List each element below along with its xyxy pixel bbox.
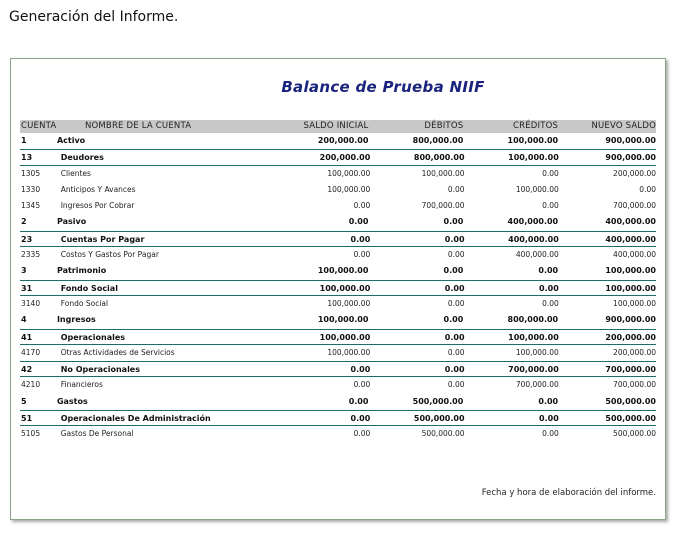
account-code: 2335 bbox=[21, 250, 41, 260]
column-header-cuenta: CUENTA bbox=[21, 121, 57, 131]
debitos-cell: 0.00 bbox=[443, 315, 464, 325]
account-code: 51 bbox=[21, 414, 33, 424]
saldo-inicial-cell: 200,000.00 bbox=[317, 136, 369, 145]
saldo-inicial-cell: 0.00 bbox=[350, 365, 371, 375]
creditos-cell: 0.00 bbox=[542, 298, 559, 308]
nuevo-saldo-cell: 0.00 bbox=[639, 184, 656, 194]
account-name: Financieros bbox=[60, 380, 103, 390]
debitos-cell: 0.00 bbox=[443, 266, 464, 276]
table-body bbox=[20, 133, 656, 443]
debitos-cell: 700,000.00 bbox=[421, 201, 465, 211]
account-name: Patrimonio bbox=[56, 266, 107, 276]
creditos-cell: 0.00 bbox=[538, 266, 559, 276]
account-code: 42 bbox=[21, 365, 33, 375]
table-row bbox=[20, 329, 656, 345]
nuevo-saldo-cell: 200,000.00 bbox=[613, 168, 656, 178]
saldo-inicial-cell: 0.00 bbox=[353, 250, 371, 260]
creditos-cell: 100,000.00 bbox=[508, 332, 559, 342]
column-header-debitos: DÉBITOS bbox=[424, 121, 464, 131]
nuevo-saldo-cell: 500,000.00 bbox=[613, 429, 656, 439]
nuevo-saldo-cell: 900,000.00 bbox=[605, 136, 656, 145]
saldo-inicial-cell: 0.00 bbox=[348, 217, 369, 227]
table-row bbox=[20, 394, 656, 410]
account-name: Clientes bbox=[60, 168, 91, 178]
account-code: 5 bbox=[21, 396, 27, 406]
creditos-cell: 400,000.00 bbox=[508, 234, 559, 244]
account-code: 1305 bbox=[21, 168, 41, 178]
creditos-cell: 100,000.00 bbox=[515, 184, 559, 194]
saldo-inicial-cell: 0.00 bbox=[353, 380, 371, 390]
nuevo-saldo-cell: 400,000.00 bbox=[613, 250, 656, 260]
account-code: 4170 bbox=[21, 347, 41, 357]
debitos-cell: 0.00 bbox=[447, 250, 465, 260]
table-row bbox=[20, 410, 656, 426]
debitos-cell: 0.00 bbox=[447, 298, 465, 308]
column-header-saldo-inicial: SALDO INICIAL bbox=[303, 121, 369, 131]
saldo-inicial-cell: 100,000.00 bbox=[327, 168, 371, 178]
creditos-cell: 0.00 bbox=[542, 201, 559, 211]
table-row bbox=[20, 345, 656, 361]
account-name: Anticipos Y Avances bbox=[60, 184, 136, 194]
debitos-cell: 500,000.00 bbox=[412, 396, 464, 406]
column-header-nuevo-saldo: NUEVO SALDO bbox=[591, 121, 656, 131]
page-heading: Generación del Informe. bbox=[9, 9, 179, 25]
account-code: 1330 bbox=[21, 184, 41, 194]
nuevo-saldo-cell: 200,000.00 bbox=[613, 347, 656, 357]
creditos-cell: 800,000.00 bbox=[507, 315, 559, 325]
table-row bbox=[20, 426, 656, 442]
table-row bbox=[20, 280, 656, 296]
nuevo-saldo-cell: 100,000.00 bbox=[605, 266, 656, 276]
saldo-inicial-cell: 100,000.00 bbox=[327, 298, 371, 308]
account-code: 13 bbox=[21, 153, 33, 163]
table-row bbox=[20, 214, 656, 230]
table-row bbox=[20, 312, 656, 328]
table-row bbox=[20, 182, 656, 198]
account-name: Costos Y Gastos Por Pagar bbox=[60, 250, 159, 260]
account-code: 4210 bbox=[21, 380, 41, 390]
account-code: 4 bbox=[21, 315, 27, 325]
account-code: 3140 bbox=[21, 298, 41, 308]
account-name: Activo bbox=[56, 136, 86, 145]
saldo-inicial-cell: 0.00 bbox=[353, 429, 371, 439]
nuevo-saldo-cell: 500,000.00 bbox=[605, 396, 656, 406]
table-row bbox=[20, 296, 656, 312]
account-code: 3 bbox=[21, 266, 27, 276]
saldo-inicial-cell: 0.00 bbox=[350, 234, 371, 244]
table-row bbox=[20, 377, 656, 393]
debitos-cell: 0.00 bbox=[443, 217, 464, 227]
creditos-cell: 100,000.00 bbox=[507, 136, 559, 145]
nuevo-saldo-cell: 400,000.00 bbox=[605, 217, 656, 227]
table-row bbox=[20, 247, 656, 263]
nuevo-saldo-cell: 400,000.00 bbox=[605, 234, 656, 244]
account-name: Deudores bbox=[60, 153, 104, 163]
creditos-cell: 0.00 bbox=[542, 168, 559, 178]
table-row bbox=[20, 231, 656, 247]
creditos-cell: 0.00 bbox=[539, 414, 559, 424]
nuevo-saldo-cell: 900,000.00 bbox=[605, 153, 656, 163]
creditos-cell: 700,000.00 bbox=[515, 380, 559, 390]
nuevo-saldo-cell: 700,000.00 bbox=[613, 380, 656, 390]
column-header-creditos: CRÉDITOS bbox=[513, 121, 559, 131]
creditos-cell: 0.00 bbox=[538, 396, 559, 406]
account-name: Pasivo bbox=[56, 217, 87, 227]
account-name: Operacionales bbox=[60, 332, 126, 342]
saldo-inicial-cell: 100,000.00 bbox=[327, 184, 371, 194]
table-row bbox=[20, 263, 656, 279]
table-header bbox=[20, 120, 656, 133]
account-name: Otras Actividades de Servicios bbox=[60, 347, 175, 357]
account-name: Ingresos bbox=[56, 315, 96, 325]
debitos-cell: 0.00 bbox=[447, 347, 465, 357]
saldo-inicial-cell: 0.00 bbox=[348, 396, 369, 406]
account-name: Operacionales De Administración bbox=[60, 414, 211, 424]
account-code: 1 bbox=[21, 136, 27, 145]
debitos-cell: 100,000.00 bbox=[421, 168, 465, 178]
saldo-inicial-cell: 100,000.00 bbox=[327, 347, 371, 357]
creditos-cell: 0.00 bbox=[539, 283, 559, 293]
account-name: No Operacionales bbox=[60, 365, 140, 375]
table-row bbox=[20, 198, 656, 214]
debitos-cell: 0.00 bbox=[444, 283, 465, 293]
debitos-cell: 500,000.00 bbox=[421, 429, 465, 439]
account-code: 41 bbox=[21, 332, 33, 342]
report-title: Balance de Prueba NIIF bbox=[281, 78, 485, 96]
saldo-inicial-cell: 0.00 bbox=[353, 201, 371, 211]
table-row bbox=[20, 361, 656, 377]
account-name: Gastos bbox=[56, 396, 88, 406]
account-code: 5105 bbox=[21, 429, 41, 439]
saldo-inicial-cell: 100,000.00 bbox=[319, 283, 371, 293]
column-header-nombre: NOMBRE DE LA CUENTA bbox=[84, 121, 192, 131]
creditos-cell: 400,000.00 bbox=[515, 250, 559, 260]
account-name: Ingresos Por Cobrar bbox=[60, 201, 135, 211]
nuevo-saldo-cell: 100,000.00 bbox=[605, 283, 656, 293]
nuevo-saldo-cell: 200,000.00 bbox=[605, 332, 656, 342]
table-row bbox=[20, 149, 656, 165]
report-footer: Fecha y hora de elaboración del informe. bbox=[481, 488, 656, 498]
saldo-inicial-cell: 100,000.00 bbox=[319, 332, 371, 342]
account-code: 1345 bbox=[21, 201, 41, 211]
creditos-cell: 400,000.00 bbox=[507, 217, 559, 227]
table-row bbox=[20, 166, 656, 182]
creditos-cell: 0.00 bbox=[542, 429, 559, 439]
nuevo-saldo-cell: 900,000.00 bbox=[605, 315, 656, 325]
saldo-inicial-cell: 100,000.00 bbox=[317, 315, 369, 325]
account-code: 2 bbox=[21, 217, 27, 227]
creditos-cell: 100,000.00 bbox=[508, 153, 559, 163]
saldo-inicial-cell: 100,000.00 bbox=[317, 266, 369, 276]
debitos-cell: 800,000.00 bbox=[412, 136, 464, 145]
debitos-cell: 0.00 bbox=[447, 184, 465, 194]
account-code: 31 bbox=[21, 283, 33, 293]
account-code: 23 bbox=[21, 234, 33, 244]
creditos-cell: 700,000.00 bbox=[508, 365, 559, 375]
nuevo-saldo-cell: 700,000.00 bbox=[605, 365, 656, 375]
creditos-cell: 100,000.00 bbox=[515, 347, 559, 357]
account-name: Fondo Social bbox=[60, 298, 109, 308]
nuevo-saldo-cell: 100,000.00 bbox=[613, 298, 656, 308]
account-name: Fondo Social bbox=[60, 283, 118, 293]
account-name: Cuentas Por Pagar bbox=[60, 234, 145, 244]
debitos-cell: 0.00 bbox=[447, 380, 465, 390]
saldo-inicial-cell: 0.00 bbox=[350, 414, 371, 424]
debitos-cell: 500,000.00 bbox=[413, 414, 465, 424]
debitos-cell: 0.00 bbox=[444, 332, 465, 342]
nuevo-saldo-cell: 700,000.00 bbox=[613, 201, 656, 211]
report-preview bbox=[10, 58, 666, 520]
saldo-inicial-cell: 200,000.00 bbox=[319, 153, 371, 163]
debitos-cell: 0.00 bbox=[444, 365, 465, 375]
nuevo-saldo-cell: 500,000.00 bbox=[605, 414, 656, 424]
debitos-cell: 800,000.00 bbox=[413, 153, 465, 163]
balance-table bbox=[20, 120, 656, 443]
debitos-cell: 0.00 bbox=[444, 234, 465, 244]
table-row bbox=[20, 133, 656, 149]
account-name: Gastos De Personal bbox=[60, 429, 134, 439]
